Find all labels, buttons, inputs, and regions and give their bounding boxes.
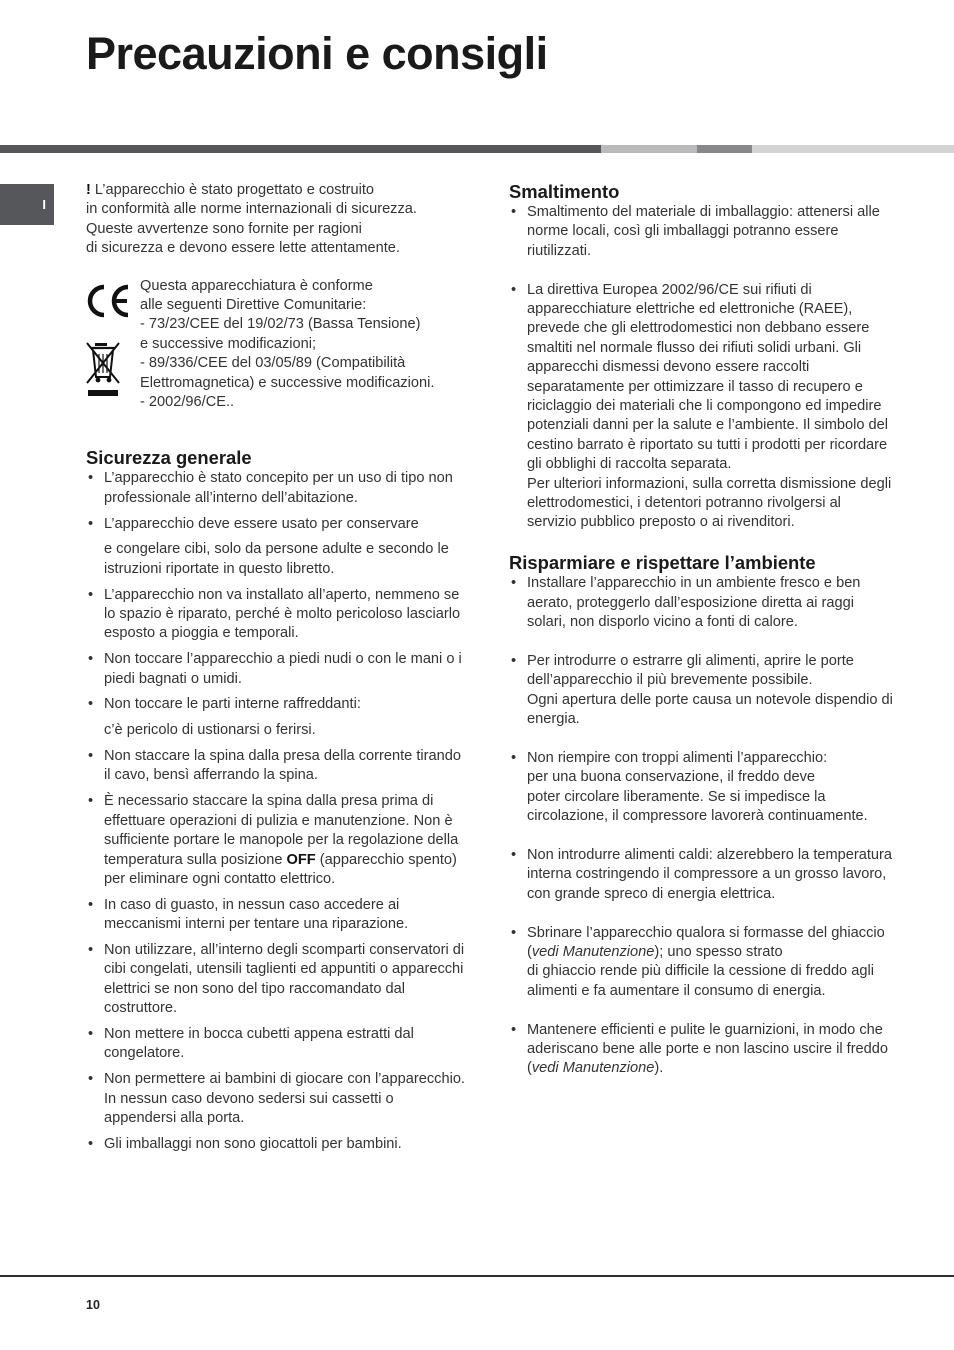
footer-rule [0,1275,954,1277]
list-item: • Non permettere ai bambini di giocare con l’apparecchio. In nessun caso devono sedersi sui cassetti o appendersi alla porta. [86,1070,466,1128]
off-label: OFF [286,851,316,868]
list-item: • In caso di guasto, in nessun caso accedere ai meccanismi interni per tentare una riparazione. [86,896,466,935]
intro-warning [86,181,466,259]
environment-list [509,574,894,1078]
ce-mark-icon [84,281,132,321]
right-column [509,181,894,1098]
header-rule-segment [752,145,954,153]
warning-mark: ! [86,182,91,198]
intro-text: L’apparecchio è stato progettato e costruito in conformità alle norme internazionali di sicurezza. Queste avvertenze sono fornite per ragioni di sicurezza e devono essere lette attentamente. [86,182,417,257]
language-tab: I [0,184,54,225]
list-item: • L’apparecchio è stato concepito per un uso di tipo non professionale all’interno dell’abitazione. [86,469,466,508]
cross-reference: vedi Manutenzione [531,943,655,960]
list-item: • Non riempire con troppi alimenti l’apparecchio: per una buona conservazione, il freddo deve poter circolare liberamente. Se si impedisce la circolazione, il compressore lavorerà continuamente. [509,749,894,827]
list-item: • L’apparecchio non va installato all’aperto, nemmeno se lo spazio è riparato, perché è molto pericoloso lasciarlo esposto a pioggia e temporali. [86,586,466,644]
certification-icons [84,277,132,397]
list-item: • Non toccare le parti interne raffreddanti: [86,695,466,714]
section-heading-disposal: Smaltimento [509,181,620,202]
certification-text: Questa apparecchiatura è conforme alle seguenti Direttive Comunitarie: - 73/23/CEE del 19/02/73 (Bassa Tensione) e successive modificazioni; - 89/336/CEE del 03/05/89 (Compatibilità Elettromagnetica) e successive modificazioni. - 2002/96/CE.. [140,277,435,411]
header-rule-segment [697,145,752,153]
list-item: • Smaltimento del materiale di imballaggio: attenersi alle norme locali, così gli imballaggi potranno essere riutilizzati. [509,203,894,261]
certification-block [86,277,466,413]
list-item: • Non mettere in bocca cubetti appena estratti dal congelatore. [86,1025,466,1064]
weee-crossed-bin-icon [84,339,124,397]
list-item: • Non toccare l’apparecchio a piedi nudi o con le mani o i piedi bagnati o umidi. [86,650,466,689]
safety-list [86,469,466,1154]
list-item: • Installare l’apparecchio in un ambiente fresco e ben aerato, proteggerlo dall’esposizione diretta ai raggi solari, non disporlo vicino a fonti di calore. [509,574,894,632]
section-heading-safety: Sicurezza generale [86,447,252,469]
list-item [86,792,466,889]
left-column [86,181,466,1161]
cross-reference: vedi Manutenzione [531,1060,655,1077]
list-item: • Non introdurre alimenti caldi: alzerebbero la temperatura interna costringendo il compressore a un grosso lavoro, con grande spreco di energia elettrica. [509,846,894,904]
list-item [509,1021,894,1079]
page-title: Precauzioni e consigli [86,28,548,79]
section-heading-environment: Risparmiare e rispettare l’ambiente [509,552,816,574]
list-item-text: (apparecchio spento) per eliminare ogni contatto elettrico. [104,851,457,887]
list-item-continuation: c’è pericolo di ustionarsi o ferirsi. [104,722,316,739]
header-rule-segment [0,145,601,153]
list-item-text: Sbrinare l’apparecchio qualora si formasse del ghiaccio ( [527,924,885,960]
header-rule-segment [601,145,697,153]
list-item [509,924,894,1002]
list-item: • Gli imballaggi non sono giocattoli per bambini. [86,1135,466,1154]
page-number: 10 [86,1298,100,1312]
list-item-text: È necessario staccare la spina dalla presa prima di effettuare operazioni di pulizia e manutenzione. Non è sufficiente portare le manopole per la regolazione della temperatura sulla posizione [104,793,459,868]
disposal-list [509,203,894,533]
list-item: • Non utilizzare, all’interno degli scomparti conservatori di cibi congelati, utensili taglienti ed appuntiti o apparecchi elettrici se non sono del tipo raccomandato dal costruttore. [86,941,466,1019]
list-item: • Per introdurre o estrarre gli alimenti, aprire le porte dell’apparecchio il più brevemente possibile. Ogni apertura delle porte causa un notevole dispendio di energia. [509,652,894,730]
list-item-text: ); uno spesso strato di ghiaccio rende più difficile la cessione di freddo agli alimenti e fa aumentare il consumo di energia. [527,943,874,999]
list-item: • La direttiva Europea 2002/96/CE sui rifiuti di apparecchiature elettriche ed elettroniche (RAEE), prevede che gli elettrodomestici non debbano essere smaltiti nel normale flusso dei rifiuti solidi urbani. Gli apparecchi dismessi devono essere raccolti separatamente per ottimizzare il tasso di recupero e riciclaggio dei materiali che li compongono ed impedire potenziali danni per la salute e l’ambiente. Il simbolo del cestino barrato è riportato su tutti i prodotti per ricordare gli obblighi di raccolta separata. Per ulteriori informazioni, sulla corretta dismissione degli elettrodomestici, i detentori potranno rivolgersi al servizio pubblico preposto o ai rivenditori. [509,281,894,533]
list-item: • L’apparecchio deve essere usato per conservare [86,515,466,534]
list-item-continuation: e congelare cibi, solo da persone adulte e secondo le istruzioni riportate in questo libretto. [104,541,449,577]
list-item-text: ). [654,1060,664,1077]
list-item: • Non staccare la spina dalla presa della corrente tirando il cavo, bensì afferrando la spina. [86,747,466,786]
list-item-text: Mantenere efficienti e pulite le guarnizioni, in modo che aderiscano bene alle porte e non lascino uscire il freddo ( [527,1021,889,1077]
